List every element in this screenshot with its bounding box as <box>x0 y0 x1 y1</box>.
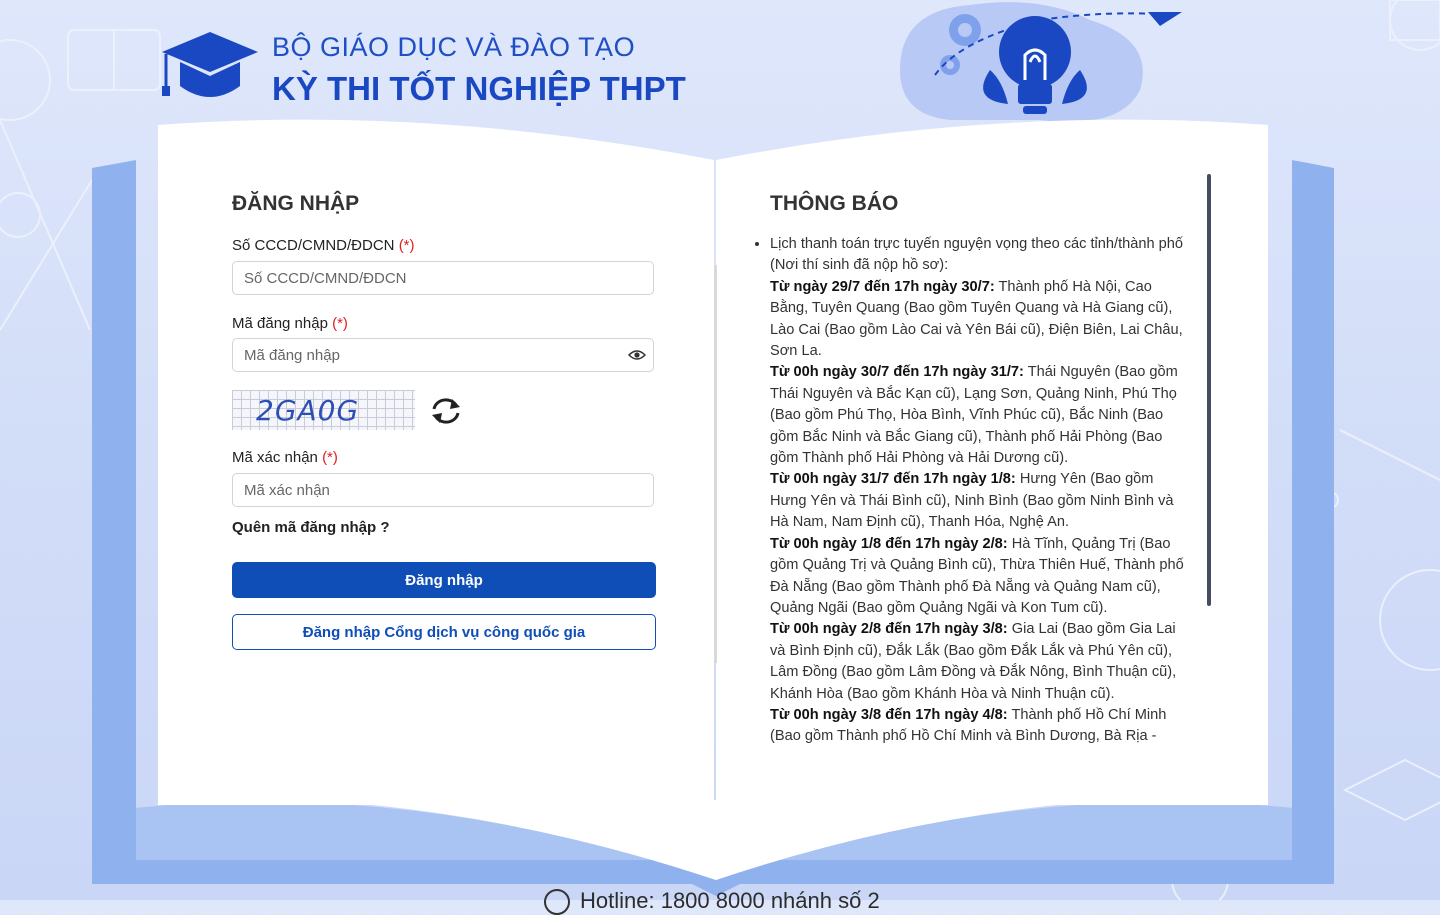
notice-period: Từ ngày 29/7 đến 17h ngày 30/7: <box>770 278 995 295</box>
login-button[interactable]: Đăng nhập <box>232 562 656 598</box>
notice-period: Từ 00h ngày 1/8 đến 17h ngày 2/8: <box>770 535 1008 552</box>
refresh-captcha-icon[interactable] <box>428 395 464 427</box>
notice-text: Gia Lai (Bao gồm Gia Lai và Bình Định cũ), Đắk Lắk (Bao gồm Đắk Lắk và Phú Yên cũ), Lâm Đồng (Bao gồm Lâm Đồng và Đắk Nông, Bình Thuận cũ), Khánh Hòa (Bao gồm Khánh Hòa và Ninh Thuận cũ). <box>770 621 1177 702</box>
notice-text: Hà Tĩnh, Quảng Trị (Bao gồm Quảng Trị và Quảng Bình cũ), Thừa Thiên Huế, Thành phố Đà Nẵng (Bao gồm Thành phố Đà Nẵng và Quảng Nam cũ), Quảng Ngãi (Bao gồm Quảng Ngãi và Kon Tum cũ). <box>770 535 1184 616</box>
notice-period: Từ 00h ngày 2/8 đến 17h ngày 3/8: <box>770 621 1008 638</box>
national-portal-login-button[interactable]: Đăng nhập Cổng dịch vụ công quốc gia <box>232 614 656 650</box>
hotline <box>544 888 880 915</box>
ministry-title: BỘ GIÁO DỤC VÀ ĐÀO TẠO <box>272 32 636 62</box>
login-code-input[interactable] <box>232 338 654 372</box>
id-number-label: Số CCCD/CMND/ĐDCN (*) <box>232 237 415 254</box>
notice-period: Từ 00h ngày 31/7 đến 17h ngày 1/8: <box>770 471 1016 488</box>
notice-period: Từ 00h ngày 30/7 đến 17h ngày 31/7: <box>770 364 1024 381</box>
notice-text: Thành phố Hồ Chí Minh (Bao gồm Thành phố Hồ Chí Minh và Bình Dương, Bà Rịa - <box>770 706 1167 745</box>
notice-text: Thành phố Hà Nội, Cao Bằng, Tuyên Quang (Bao gồm Tuyên Quang và Hà Giang cũ), Lào Cai (Bao gồm Lào Cai và Yên Bái cũ), Điện Biên, Lai Châu, Sơn La. <box>770 278 1183 360</box>
required-mark: (*) <box>398 237 415 254</box>
notice-text: Thái Nguyên (Bao gồm Thái Nguyên và Bắc Kạn cũ), Lạng Sơn, Quảng Ninh, Phú Thọ (Bao gồm Phú Thọ, Hòa Bình, Vĩnh Phúc cũ), Bắc Ninh (Bao gồm Bắc Ninh và Bắc Giang cũ), Thành phố Hải Phòng (Bao gồm Thành phố Hải Phòng và Hải Dương cũ). <box>770 364 1178 467</box>
forgot-code-link[interactable]: Quên mã đăng nhập ? <box>232 519 390 536</box>
captcha-image <box>232 390 415 430</box>
captcha-label: Mã xác nhận (*) <box>232 449 338 466</box>
notice-scrollbar[interactable] <box>1207 174 1211 606</box>
book-spine <box>714 265 717 663</box>
notice-content[interactable] <box>752 234 1192 748</box>
notice-period: Từ 00h ngày 3/8 đến 17h ngày 4/8: <box>770 706 1008 723</box>
eye-icon[interactable] <box>628 347 646 363</box>
notice-intro: Lịch thanh toán trực tuyến nguyện vọng theo các tỉnh/thành phố (Nơi thí sinh đã nộp hồ sơ): <box>770 236 1184 274</box>
required-mark: (*) <box>332 315 348 332</box>
notice-heading: THÔNG BÁO <box>770 192 899 215</box>
id-number-input[interactable] <box>232 261 654 295</box>
hotline-text: Hotline: 1800 8000 nhánh số 2 <box>580 888 880 913</box>
required-mark: (*) <box>322 449 338 466</box>
notice-text: Hưng Yên (Bao gồm Hưng Yên và Thái Bình cũ), Ninh Bình (Bao gồm Ninh Bình và Hà Nam, Nam Định cũ), Thanh Hóa, Nghệ An. <box>770 471 1174 531</box>
captcha-text: 2GA0G <box>256 394 360 427</box>
login-heading: ĐĂNG NHẬP <box>232 192 360 215</box>
phone-icon <box>544 889 570 915</box>
exam-title: KỲ THI TỐT NGHIỆP THPT <box>272 70 686 107</box>
notice-item <box>770 234 1192 748</box>
login-code-label: Mã đăng nhập (*) <box>232 315 348 332</box>
captcha-input[interactable] <box>232 473 654 507</box>
